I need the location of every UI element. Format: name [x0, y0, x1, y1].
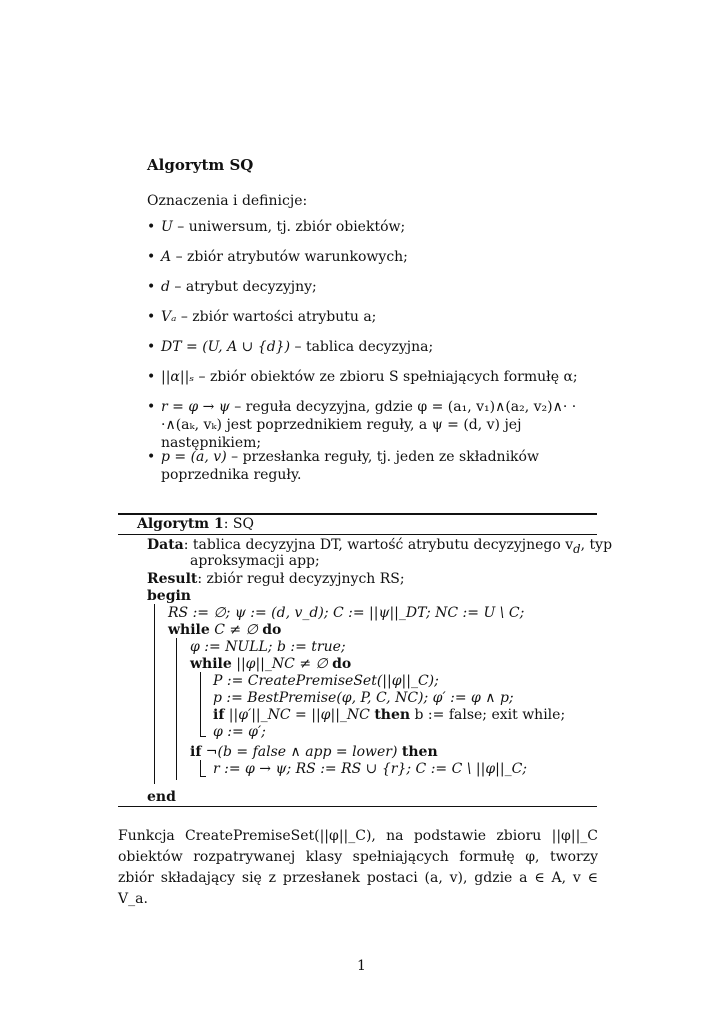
bullet-icon: •	[147, 279, 156, 295]
algorithm-caption-rule	[118, 534, 597, 535]
list-item: • r = φ → ψ – reguła decyzyjna, gdzie φ = (a₁, v₁)∧(a₂, v₂)∧· · ·∧(aₖ, vₖ) jest poprzednikiem reguły, a ψ = (d, v) jej następnikiem;	[147, 399, 577, 451]
algo-if-inner: if ||φ′||_NC = ||φ||_NC then b := false; exit while;	[213, 707, 566, 723]
bullet-icon: •	[147, 449, 156, 465]
algorithm-data-cont: aproksymacji app;	[190, 553, 320, 569]
definitions-list	[147, 218, 597, 488]
closing-paragraph: Funkcja CreatePremiseSet(||φ||_C), na podstawie zbioru ||φ||_C obiektów rozpatrywanej klasy spełniających formułę φ, tworzy zbiór składający się z przesłanek postaci (a, v), gdzie a ∈ A, v ∈ V_a.	[118, 828, 598, 907]
bullet-icon: •	[147, 369, 156, 385]
algorithm-data-line: Data: tablica decyzyjna DT, wartość atrybutu decyzyjnego $v_d$, typ	[147, 537, 613, 556]
algo-line-best-premise: p := BestPremise(φ, P, C, NC); φ′ := φ ∧ p;	[213, 690, 514, 706]
list-item: • ||α||ₛ – zbiór obiektów ze zbioru S spełniających formułę α;	[147, 369, 578, 385]
list-item: • d – atrybut decyzyjny;	[147, 279, 317, 295]
algo-while-outer: while C ≠ ∅ do	[168, 622, 282, 638]
algorithm-caption: Algorytm 1: SQ	[137, 516, 254, 532]
algorithm-begin: begin	[147, 588, 191, 604]
bullet-icon: •	[147, 219, 156, 235]
list-item: • A – zbiór atrybutów warunkowych;	[147, 249, 408, 265]
list-item: • U – uniwersum, tj. zbiór obiektów;	[147, 219, 406, 235]
algo-line-assign: φ := φ′;	[213, 724, 266, 740]
bullet-icon: •	[147, 339, 156, 355]
block-bar-while-outer	[176, 638, 177, 780]
bullet-icon: •	[147, 399, 156, 415]
list-item: • Vₐ – zbiór wartości atrybutu a;	[147, 309, 377, 325]
algo-while-inner: while ||φ||_NC ≠ ∅ do	[190, 656, 352, 672]
list-item: • p = (a, v) – przesłanka reguły, tj. jeden ze składników poprzednika reguły.	[147, 449, 539, 483]
block-bar-if	[200, 760, 201, 776]
list-item: • DT = (U, A ∪ {d}) – tablica decyzyjna;	[147, 339, 434, 355]
algorithm-end: end	[147, 789, 176, 805]
algo-if-outer: if ¬(b = false ∧ app = lower) then	[190, 744, 438, 760]
section-title: Algorytm SQ	[147, 156, 254, 174]
algo-line-premise-set: P := CreatePremiseSet(||φ||_C);	[213, 673, 439, 689]
bullet-icon: •	[147, 249, 156, 265]
definitions-intro: Oznaczenia i definicje:	[147, 193, 308, 209]
algo-line-add-rule: r := φ → ψ; RS := RS ∪ {r}; C := C \ ||φ||_C;	[213, 761, 528, 777]
block-bar-while-inner	[200, 672, 201, 736]
algo-line-init: RS := ∅; ψ := (d, v_d); C := ||ψ||_DT; NC := U \ C;	[168, 605, 525, 621]
algorithm-result-line: Result: zbiór reguł decyzyjnych RS;	[147, 571, 405, 587]
algorithm-bottom-rule	[118, 806, 597, 807]
algo-line-reset: φ := NULL; b := true;	[190, 639, 346, 655]
block-bar-begin	[154, 604, 155, 784]
block-foot-if	[200, 776, 206, 777]
page-number: 1	[357, 958, 366, 974]
bullet-icon: •	[147, 309, 156, 325]
block-foot-while-inner	[200, 736, 206, 737]
